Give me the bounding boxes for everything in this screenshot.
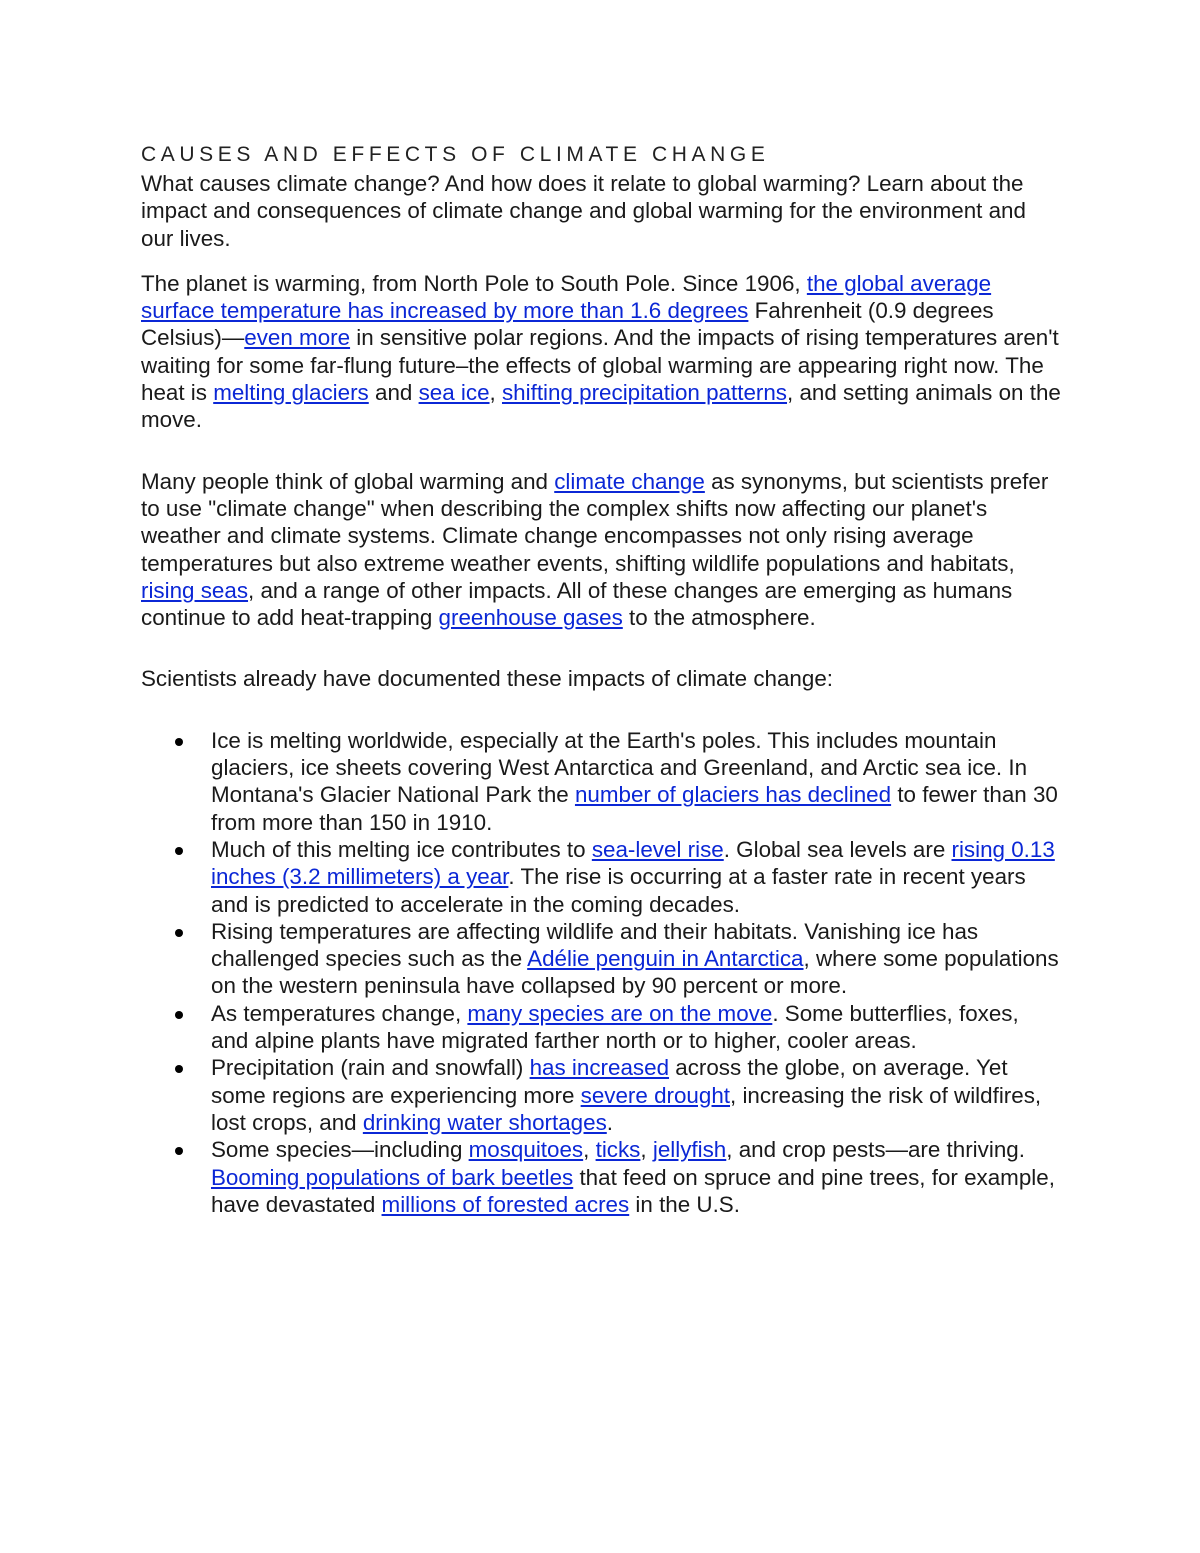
link-drinking-water-shortages[interactable]: drinking water shortages bbox=[362, 1109, 607, 1135]
intro-paragraph: What causes climate change? And how does it relate to global warming? Learn about the impact and consequences of climate change and global warming for the environment and our lives. bbox=[141, 171, 1026, 251]
link-even-more[interactable]: even more bbox=[244, 325, 351, 351]
link-sea-level-rise[interactable]: sea-level rise bbox=[591, 836, 724, 862]
text-run: Fahrenheit (0.9 degrees Celsius)— bbox=[141, 298, 994, 351]
list-item bbox=[211, 1000, 1061, 1055]
bullet-icon bbox=[175, 929, 183, 937]
text-run: and bbox=[368, 380, 419, 406]
text-run: to the atmosphere. bbox=[622, 605, 816, 631]
text-run: . Some butterflies, foxes, and alpine plants have migrated farther north or to higher, cooler areas. bbox=[211, 1000, 1019, 1054]
list-item bbox=[211, 1136, 1061, 1218]
text-run: in sensitive polar regions. And the impacts of rising temperatures aren't waiting for some far-flung future–the effects of global warming are appearing right now. The heat is bbox=[141, 325, 1059, 406]
paragraph-impacts-intro: Scientists already have documented these impacts of climate change: bbox=[141, 666, 833, 692]
text-run: . bbox=[606, 1109, 614, 1135]
text-run: The planet is warming, from North Pole to South Pole. Since 1906, bbox=[141, 270, 807, 296]
paragraph-synonyms bbox=[141, 468, 1061, 632]
text-run: . The rise is occurring at a faster rate in recent years and is predicted to accelerate in the coming decades. bbox=[211, 864, 1026, 917]
link-mosquitoes[interactable]: mosquitoes bbox=[468, 1137, 584, 1163]
link-rising-per-year[interactable]: rising 0.13 inches (3.2 millimeters) a year bbox=[211, 836, 1055, 890]
text-run: in the U.S. bbox=[629, 1191, 740, 1217]
link-severe-drought[interactable]: severe drought bbox=[580, 1082, 731, 1108]
document-page bbox=[141, 140, 1061, 1218]
link-adelie-penguin[interactable]: Adélie penguin in Antarctica bbox=[527, 946, 804, 972]
text-run: As temperatures change, bbox=[211, 1000, 468, 1026]
list-item bbox=[211, 918, 1061, 1000]
text-run: to fewer than 30 from more than 150 in 1910. bbox=[211, 782, 1058, 835]
link-rising-seas[interactable]: rising seas bbox=[141, 577, 249, 603]
text-run: that feed on spruce and pine trees, for example, have devastated bbox=[211, 1164, 1055, 1217]
list-item bbox=[211, 836, 1061, 918]
paragraph-warming bbox=[141, 270, 1061, 434]
text-run: , bbox=[489, 380, 502, 406]
text-run: as synonyms, but scientists prefer to use "climate change" when describing the complex shifts now affecting our planet's weather and climate systems. Climate change encompasses not only rising average temperatures but also extreme weather events, shifting wildlife populations and habitats, bbox=[141, 468, 1049, 576]
bullet-icon bbox=[175, 738, 183, 746]
link-sea-ice[interactable]: sea ice bbox=[418, 380, 490, 406]
link-bark-beetles[interactable]: Booming populations of bark beetles bbox=[211, 1164, 574, 1190]
link-forested-acres[interactable]: millions of forested acres bbox=[381, 1191, 630, 1217]
link-glaciers-declined[interactable]: number of glaciers has declined bbox=[574, 782, 892, 808]
text-run: , and setting animals on the move. bbox=[141, 380, 1061, 433]
document-title: CAUSES AND EFFECTS OF CLIMATE CHANGE bbox=[141, 143, 770, 166]
link-greenhouse-gases[interactable]: greenhouse gases bbox=[438, 605, 623, 631]
bullet-icon bbox=[175, 1065, 183, 1073]
link-species-on-move[interactable]: many species are on the move bbox=[467, 1000, 773, 1026]
bullet-icon bbox=[175, 1011, 183, 1019]
text-run: across the globe, on average. Yet some regions are experiencing more bbox=[211, 1055, 1008, 1108]
link-climate-change[interactable]: climate change bbox=[554, 468, 705, 494]
text-run: , where some populations on the western peninsula have collapsed by 90 percent or more. bbox=[211, 946, 1059, 999]
text-run: , bbox=[640, 1137, 653, 1163]
text-run: Rising temperatures are affecting wildlife and their habitats. Vanishing ice has challenged species such as the bbox=[211, 918, 979, 972]
link-melting-glaciers[interactable]: melting glaciers bbox=[213, 380, 369, 406]
list-item bbox=[211, 1054, 1061, 1136]
bullet-icon bbox=[175, 1147, 183, 1155]
link-jellyfish[interactable]: jellyfish bbox=[652, 1137, 727, 1163]
text-run: , and crop pests—are thriving. bbox=[726, 1137, 1025, 1163]
link-has-increased[interactable]: has increased bbox=[529, 1055, 670, 1081]
text-run: Precipitation (rain and snowfall) bbox=[211, 1055, 530, 1081]
text-run: Much of this melting ice contributes to bbox=[211, 836, 592, 862]
link-global-average-temperature[interactable]: the global average surface temperature has increased by more than 1.6 degrees bbox=[141, 270, 992, 324]
text-run: , and a range of other impacts. All of these changes are emerging as humans continue to add heat-trapping bbox=[141, 577, 1013, 631]
text-run: Some species—including bbox=[211, 1137, 469, 1163]
list-item bbox=[211, 727, 1061, 836]
text-run: Ice is melting worldwide, especially at the Earth's poles. This includes mountain glaciers, ice sheets covering West Antarctica and Greenland, and Arctic sea ice. In Montana's Glacier National Park the bbox=[211, 727, 1028, 808]
link-shifting-precipitation[interactable]: shifting precipitation patterns bbox=[501, 380, 788, 406]
bullet-icon bbox=[175, 847, 183, 855]
text-run: , bbox=[583, 1137, 596, 1163]
text-run: , increasing the risk of wildfires, lost crops, and bbox=[211, 1082, 1042, 1135]
text-run: Many people think of global warming and bbox=[141, 468, 555, 494]
text-run: . Global sea levels are bbox=[723, 836, 952, 862]
link-ticks[interactable]: ticks bbox=[595, 1137, 641, 1163]
impacts-list bbox=[141, 727, 1061, 1218]
